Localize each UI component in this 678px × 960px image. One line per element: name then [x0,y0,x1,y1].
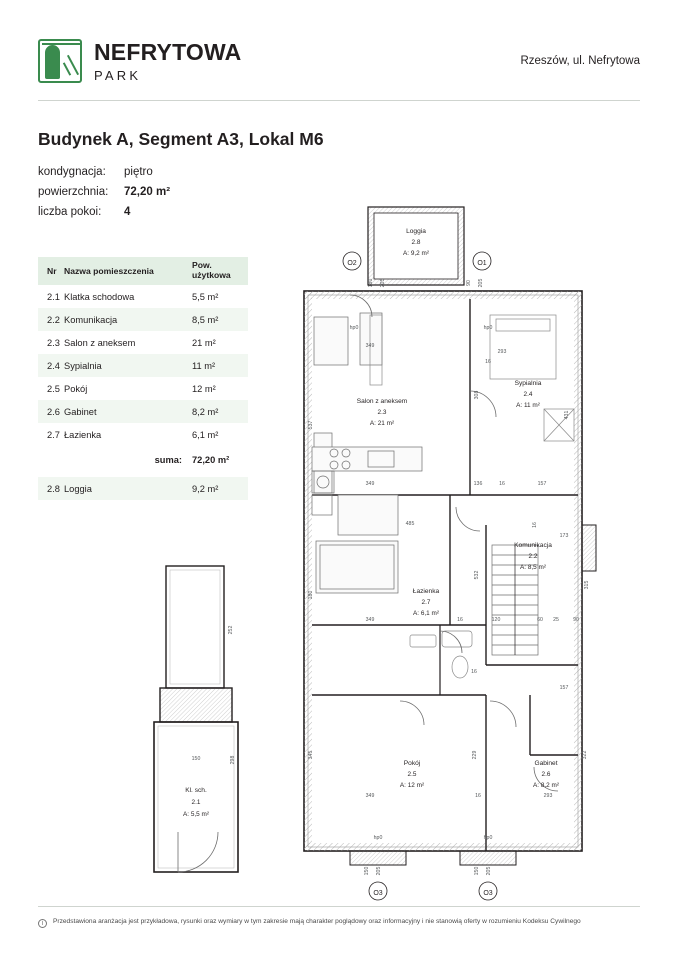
table-row [38,400,248,423]
document-header [38,30,640,92]
cell-nr: 2.8 [47,483,60,494]
svg-text:25: 25 [553,617,559,623]
sum-label: suma: [154,454,182,465]
svg-text:16: 16 [485,359,491,365]
table-row [38,377,248,400]
svg-text:120: 120 [491,617,501,623]
cell-nr: 2.3 [47,337,60,348]
plan-label-komunikacja: Komunikacja [514,542,552,549]
svg-text:157: 157 [559,685,569,691]
cell-area: 11 m² [192,360,216,371]
svg-text:150: 150 [474,866,480,876]
table-row [38,423,248,446]
plan-label-gabinet: Gabinet [534,760,558,767]
svg-text:2.8: 2.8 [411,239,421,246]
cell-name: Loggia [64,483,92,494]
svg-text:431: 431 [564,410,570,420]
table-sum-row [38,446,248,473]
svg-text:150: 150 [364,866,370,876]
cell-name: Łazienka [64,429,102,440]
svg-text:485: 485 [405,521,415,527]
meta-row-kondygnacja [38,166,170,178]
cell-name: Komunikacja [64,314,118,325]
svg-text:293: 293 [543,793,553,799]
col-header-area-l1: Pow. [192,260,212,271]
svg-text:252: 252 [228,625,234,635]
svg-text:180: 180 [368,278,374,288]
cell-name: Sypialnia [64,360,102,371]
table-header-row [38,257,248,285]
window-mark-o3-right: O3 [483,890,493,897]
cell-name: Klatka schodowa [64,291,135,302]
svg-text:2.5: 2.5 [407,771,417,778]
svg-text:2.7: 2.7 [421,599,431,606]
svg-text:136: 136 [473,481,483,487]
main-floorplan-drawing [290,195,650,905]
svg-text:2.3: 2.3 [377,409,387,416]
meta-value-liczba-pokoi: 4 [124,206,131,218]
window-mark-o1: O1 [477,260,487,267]
meta-row-liczba-pokoi [38,206,170,218]
disclaimer-text: Przedstawiona aranżacja jest przykładowa, rysunki oraz wymiary w tym zakresie mają charakter poglądowy oraz informacyjny i nie stanowią oferty w rozumieniu Kodeksu Cywilnego [53,918,581,925]
table-row [38,331,248,354]
cell-area: 6,1 m² [192,429,219,440]
col-header-nr: Nr [47,266,57,276]
plan-label-pokoj: Pokój [403,760,421,767]
svg-text:349: 349 [365,793,375,799]
cell-nr: 2.1 [47,291,60,302]
svg-text:345: 345 [308,750,314,760]
svg-text:298: 298 [230,755,236,765]
cell-name: Pokój [64,383,88,394]
cell-area: 5,5 m² [192,291,219,302]
unit-meta [38,166,170,226]
svg-text:A: 9,2 m²: A: 9,2 m² [403,250,429,257]
cell-name: Gabinet [64,406,97,417]
cell-nr: 2.6 [47,406,60,417]
svg-text:205: 205 [478,278,484,288]
brand-logo [38,39,241,83]
meta-value-kondygnacja: piętro [124,166,153,178]
meta-row-powierzchnia [38,186,170,198]
svg-text:150: 150 [191,756,201,762]
svg-text:16: 16 [471,669,477,675]
cell-area: 9,2 m² [192,483,219,494]
cell-nr: 2.2 [47,314,60,325]
project-address: Rzeszów, ul. Nefrytowa [520,55,640,67]
nefrytowa-logo-icon [38,39,82,83]
svg-text:A: 12 m²: A: 12 m² [399,782,425,789]
door-mark-hp0: hp0 [483,325,493,331]
svg-text:349: 349 [365,617,375,623]
cell-name: Salon z aneksem [64,337,136,348]
brand-logo-text [94,38,242,83]
svg-text:349: 349 [365,481,375,487]
svg-text:2.2: 2.2 [528,553,538,560]
table-row [38,285,248,308]
svg-text:A: 5,5 m²: A: 5,5 m² [183,811,209,818]
svg-text:A: 8,2 m²: A: 8,2 m² [533,782,559,789]
col-header-name: Nazwa pomieszczenia [64,266,154,276]
door-mark-hp0: hp0 [373,835,383,841]
header-divider [38,100,640,101]
svg-text:16: 16 [475,793,481,799]
sum-value: 72,20 m² [192,454,230,465]
svg-text:A: 21 m²: A: 21 m² [369,420,395,427]
svg-text:90: 90 [573,617,579,623]
svg-text:2.4: 2.4 [523,391,533,398]
svg-text:2.1: 2.1 [191,799,201,806]
svg-text:349: 349 [365,343,375,349]
svg-text:60: 60 [537,617,543,623]
svg-text:A: 11 m²: A: 11 m² [516,402,540,409]
cell-nr: 2.4 [47,360,60,371]
plan-label-sypialnia: Sypialnia [514,380,542,387]
svg-text:205: 205 [376,866,382,876]
cell-area: 8,2 m² [192,406,219,417]
svg-text:293: 293 [497,349,507,355]
window-mark-o2: O2 [347,260,357,267]
svg-text:A: 6,1 m²: A: 6,1 m² [413,610,439,617]
door-mark-hp0: hp0 [483,835,493,841]
plan-label-klatka-schodowa: Kl. sch. [185,787,207,794]
info-icon: i [38,919,47,928]
plan-label-loggia: Loggia [406,228,426,235]
svg-text:157: 157 [537,481,547,487]
svg-text:322: 322 [582,750,588,760]
plan-label-salon: Salon z aneksem [356,398,408,405]
svg-text:229: 229 [472,750,478,760]
window-mark-o3-left: O3 [373,890,383,897]
cell-nr: 2.5 [47,383,60,394]
meta-label-liczba-pokoi: liczba pokoi: [38,206,102,218]
table-row [38,354,248,377]
footer-disclaimer [38,918,640,928]
table-row-loggia [38,477,248,500]
svg-text:16: 16 [457,617,463,623]
svg-text:2.6: 2.6 [541,771,551,778]
rooms-table [38,257,248,500]
svg-text:16: 16 [532,522,538,528]
cell-area: 8,5 m² [192,314,219,325]
svg-text:205: 205 [380,278,386,288]
table-row [38,308,248,331]
col-header-area [192,261,248,281]
svg-text:16: 16 [499,481,505,487]
svg-text:A: 8,5 m²: A: 8,5 m² [520,564,546,571]
svg-text:205: 205 [486,866,492,876]
svg-text:180: 180 [308,590,314,600]
svg-text:537: 537 [308,420,314,430]
door-mark-hp0: hp0 [349,325,359,331]
cell-nr: 2.7 [47,429,60,440]
svg-text:173: 173 [559,533,569,539]
meta-label-powierzchnia: powierzchnia: [38,186,109,198]
staircase-floorplan-drawing [140,560,270,905]
svg-text:315: 315 [584,580,590,590]
plan-label-lazienka: Łazienka [412,588,440,595]
footer-divider [38,906,640,907]
svg-text:308: 308 [474,390,480,400]
cell-area: 21 m² [192,337,216,348]
brand-name: NEFRYTOWA [94,38,242,65]
col-header-area-l2: użytkowa [192,270,231,280]
brand-subname: PARK [94,67,142,83]
svg-text:90: 90 [466,280,472,286]
page-title: Budynek A, Segment A3, Lokal M6 [38,129,324,149]
cell-area: 12 m² [192,383,216,394]
meta-value-powierzchnia: 72,20 m² [124,186,171,198]
svg-text:532: 532 [474,570,480,580]
meta-label-kondygnacja: kondygnacja: [38,166,106,178]
